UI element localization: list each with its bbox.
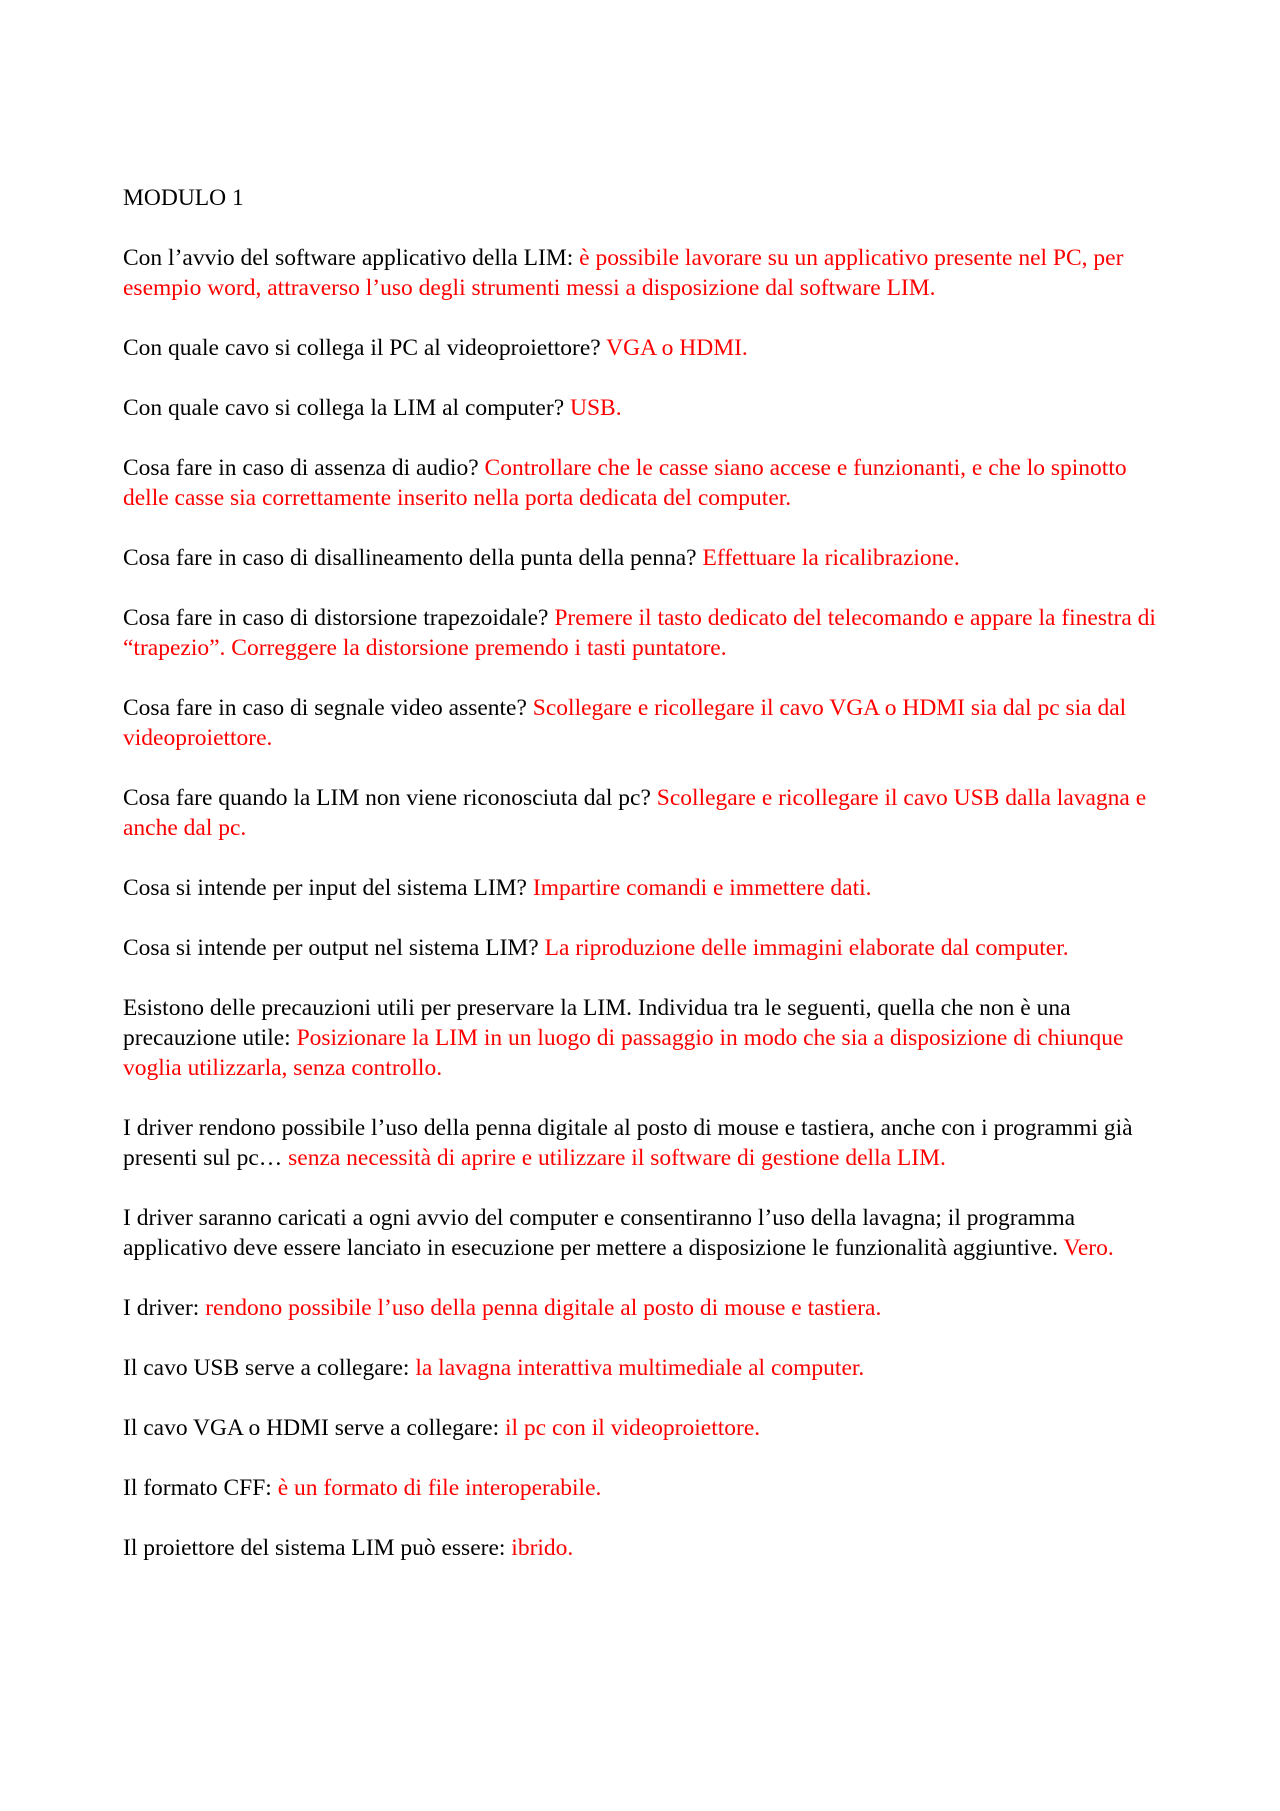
question-text: I driver: <box>123 1295 206 1321</box>
answer-text: USB. <box>570 395 622 421</box>
question-text: Con quale cavo si collega il PC al videoproiettore? <box>123 335 607 361</box>
qa-item <box>123 1413 1168 1443</box>
qa-item <box>123 1473 1168 1503</box>
qa-item <box>123 603 1168 663</box>
qa-item <box>123 393 1168 423</box>
answer-text: senza necessità di aprire e utilizzare il software di gestione della LIM. <box>288 1145 946 1171</box>
answer-text: Effettuare la ricalibrazione. <box>702 545 960 571</box>
qa-item <box>123 693 1168 753</box>
question-text: Cosa fare quando la LIM non viene riconosciuta dal pc? <box>123 785 657 811</box>
answer-text: VGA o HDMI. <box>606 335 748 361</box>
qa-item <box>123 1293 1168 1323</box>
answer-text: rendono possibile l’uso della penna digitale al posto di mouse e tastiera. <box>205 1295 882 1321</box>
qa-item <box>123 333 1168 363</box>
qa-item <box>123 933 1168 963</box>
question-text: Con l’avvio del software applicativo della LIM: <box>123 245 580 271</box>
question-text: I driver rendono possibile l’uso della penna digitale al posto di mouse e tastiera, anche con i programmi già presenti sul pc… <box>123 1115 1133 1171</box>
answer-text: La riproduzione delle immagini elaborate dal computer. <box>544 935 1069 961</box>
qa-item <box>123 783 1168 843</box>
question-text: Con quale cavo si collega la LIM al computer? <box>123 395 570 421</box>
question-text: Cosa si intende per input del sistema LIM? <box>123 875 533 901</box>
question-text: Il proiettore del sistema LIM può essere: <box>123 1535 512 1561</box>
qa-item <box>123 873 1168 903</box>
question-text: Cosa fare in caso di segnale video assente? <box>123 695 533 721</box>
answer-text: la lavagna interattiva multimediale al computer. <box>415 1355 865 1381</box>
question-text: Cosa fare in caso di assenza di audio? <box>123 455 485 481</box>
answer-text: Posizionare la LIM in un luogo di passaggio in modo che sia a disposizione di chiunque voglia utilizzarla, senza controllo. <box>123 1025 1124 1081</box>
answer-text: Vero. <box>1063 1235 1114 1261</box>
qa-item <box>123 993 1168 1083</box>
question-text: I driver saranno caricati a ogni avvio del computer e consentiranno l’uso della lavagna; il programma applicativo deve essere lanciato in esecuzione per mettere a disposizione le funzionalità aggiuntive. <box>123 1205 1076 1261</box>
answer-text: Scollegare e ricollegare il cavo USB dalla lavagna e anche dal pc. <box>123 785 1147 841</box>
question-text: Il cavo USB serve a collegare: <box>123 1355 416 1381</box>
question-text: Cosa fare in caso di distorsione trapezoidale? <box>123 605 555 631</box>
answer-text: il pc con il videoproiettore. <box>504 1415 761 1441</box>
qa-item <box>123 543 1168 573</box>
qa-item <box>123 1533 1168 1563</box>
document-body <box>123 183 1168 1593</box>
answer-text: ibrido. <box>511 1535 574 1561</box>
qa-item <box>123 1113 1168 1173</box>
answer-text: Impartire comandi e immettere dati. <box>532 875 872 901</box>
question-text: Cosa fare in caso di disallineamento della punta della penna? <box>123 545 703 571</box>
document-title: MODULO 1 <box>123 185 244 211</box>
qa-item <box>123 453 1168 513</box>
question-text: Il cavo VGA o HDMI serve a collegare: <box>123 1415 505 1441</box>
answer-text: è un formato di file interoperabile. <box>277 1475 602 1501</box>
qa-item <box>123 1203 1168 1263</box>
qa-item <box>123 243 1168 303</box>
question-text: Cosa si intende per output nel sistema LIM? <box>123 935 545 961</box>
question-text: Esistono delle precauzioni utili per preservare la LIM. Individua tra le seguenti, quella che non è una precauzione utile: <box>123 995 1071 1051</box>
question-text: Il formato CFF: <box>123 1475 278 1501</box>
answer-text: Controllare che le casse siano accese e funzionanti, e che lo spinotto delle casse sia correttamente inserito nella porta dedicata del computer. <box>123 455 1127 511</box>
answer-text: Premere il tasto dedicato del telecomando e appare la finestra di “trapezio”. Correggere la distorsione premendo i tasti puntatore. <box>123 605 1156 661</box>
qa-item <box>123 1353 1168 1383</box>
answer-text: Scollegare e ricollegare il cavo VGA o HDMI sia dal pc sia dal videoproiettore. <box>123 695 1127 751</box>
answer-text: è possibile lavorare su un applicativo presente nel PC, per esempio word, attraverso l’uso degli strumenti messi a disposizione dal software LIM. <box>123 245 1124 301</box>
